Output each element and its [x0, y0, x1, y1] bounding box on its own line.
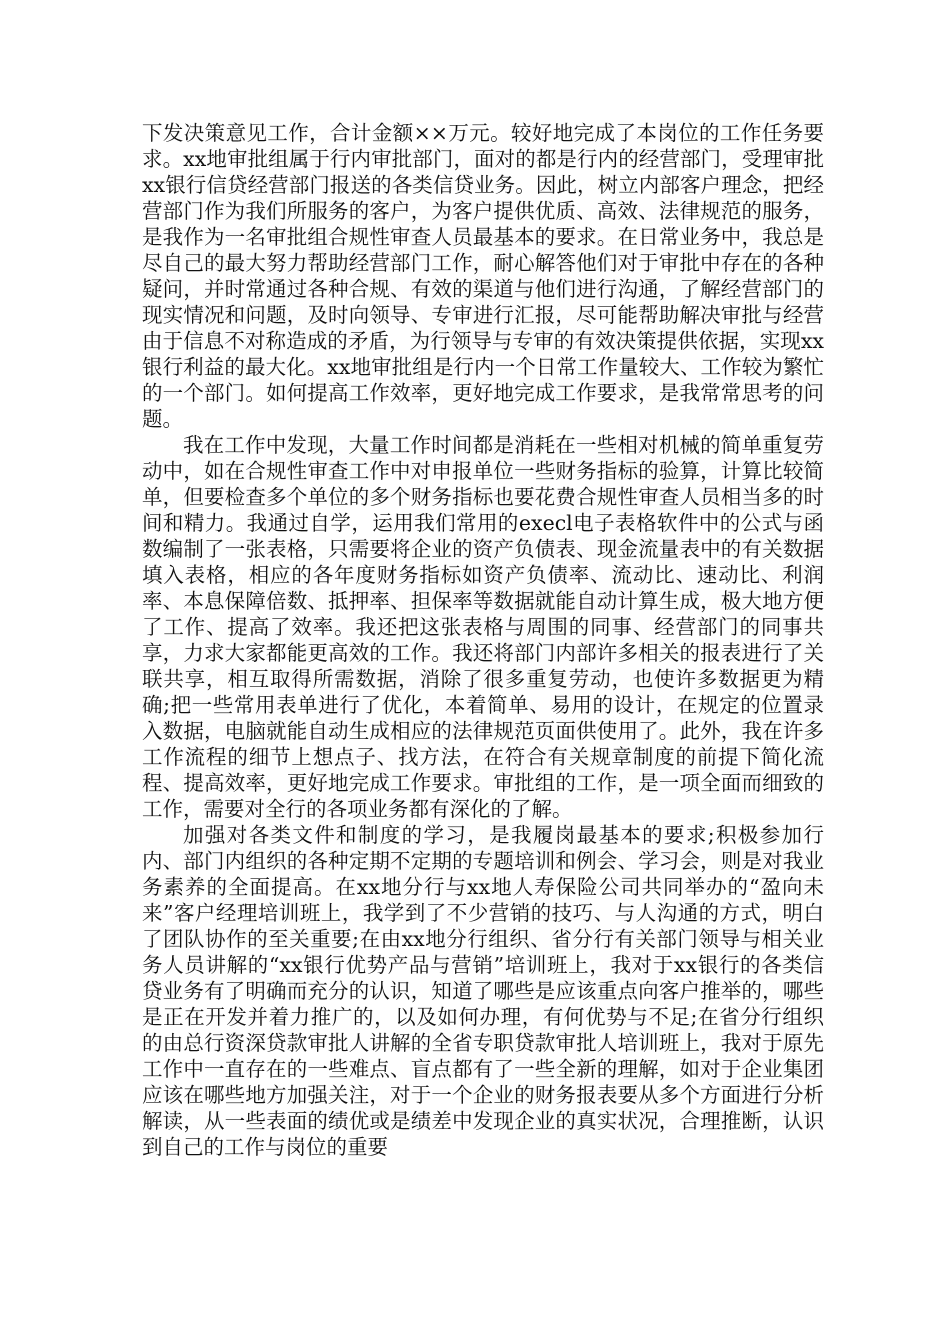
paragraph-continuation: 下发决策意见工作，合计金额××万元。较好地完成了本岗位的工作任务要求。xx地审批组属于行内审批部门，面对的都是行内的经营部门，受理审批xx银行信贷经营部门报送的各类信贷业务。因此，树立内部客户理念，把经营部门作为我们所服务的客户，为客户提供优质、高效、法律规范的服务，是我作为一名审批组合规性审查人员最基本的要求。在日常业务中，我总是尽自己的最大努力帮助经营部门工作，耐心解答他们对于审批中存在的各种疑问，并时常通过各种合规、有效的渠道与他们进行沟通，了解经营部门的现实情况和问题，及时向领导、专审进行汇报，尽可能帮助解决审批与经营由于信息不对称造成的矛盾，为行领导与专审的有效决策提供依据，实现xx银行利益的最大化。xx地审批组是行内一个日常工作量较大、工作较为繁忙的一个部门。如何提高工作效率，更好地完成工作要求，是我常常思考的问题。 [142, 121, 824, 431]
paragraph-training: 加强对各类文件和制度的学习，是我履岗最基本的要求;积极参加行内、部门内组织的各种定期不定期的专题培训和例会、学习会，则是对我业务素养的全面提高。在xx地分行与xx地人寿保险公司共同举办的“盈向未来”客户经理培训班上，我学到了不少营销的技巧、与人沟通的方式，明白了团队协作的至关重要;在由xx地分行组织、省分行有关部门领导与相关业务人员讲解的“xx银行优势产品与营销”培训班上，我对于xx银行的各类信贷业务有了明确而充分的认识，知道了哪些是应该重点向客户推举的，哪些是正在开发并着力推广的，以及如何办理，有何优势与不足;在省分行组织的由总行资深贷款审批人讲解的全省专职贷款审批人培训班上，我对于原先工作中一直存在的一些难点、盲点都有了一些全新的理解，如对于企业集团应该在哪些地方加强关注，对于一个企业的财务报表要从多个方面进行分析解读，从一些表面的绩优或是绩差中发现企业的真实状况，合理推断，认识到自己的工作与岗位的重要 [142, 823, 824, 1159]
paragraph-efficiency: 我在工作中发现，大量工作时间都是消耗在一些相对机械的简单重复劳动中，如在合规性审查工作中对申报单位一些财务指标的验算，计算比较简单，但要检查多个单位的多个财务指标也要花费合规性审查人员相当多的时间和精力。我通过自学，运用我们常用的execl电子表格软件中的公式与函数编制了一张表格，只需要将企业的资产负债表、现金流量表中的有关数据填入表格，相应的各年度财务指标如资产负债率、流动比、速动比、利润率、本息保障倍数、抵押率、担保率等数据就能自动计算生成，极大地方便了工作、提高了效率。我还把这张表格与周围的同事、经营部门的同事共享，力求大家都能更高效的工作。我还将部门内部许多相关的报表进行了关联共享，相互取得所需数据，消除了很多重复劳动，也使许多数据更为精确;把一些常用表单进行了优化，本着简单、易用的设计，在规定的位置录入数据，电脑就能自动生成相应的法律规范页面供使用了。此外，我在许多工作流程的细节上想点子、找方法，在符合有关规章制度的前提下简化流程、提高效率，更好地完成工作要求。审批组的工作，是一项全面而细致的工作，需要对全行的各项业务都有深化的了解。 [142, 433, 824, 821]
document-body [142, 120, 824, 1160]
